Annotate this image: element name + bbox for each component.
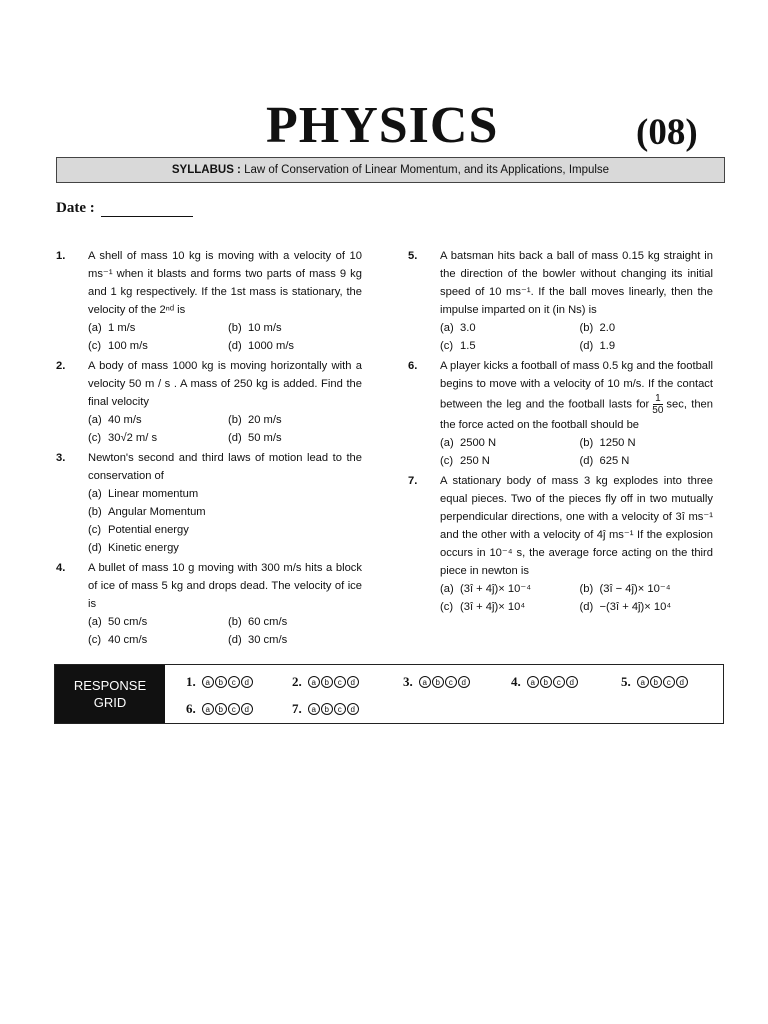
paper-number: (08) [636,112,698,153]
question-7 [408,472,713,616]
option-c: (c) (3î + 4ĵ)× 10⁴ [440,601,526,613]
option-b: (b) (3î − 4ĵ)× 10⁻⁴ [579,583,671,595]
date-line[interactable] [101,202,193,217]
option-b: (b) 2.0 [579,322,616,334]
question-number: 4. [56,562,66,574]
option-a: (a) 2500 N [440,437,497,449]
page-title: PHYSICS [266,97,499,154]
options [440,434,713,470]
question-6 [408,357,713,470]
option-a: (a) 50 cm/s [88,616,148,628]
answer-bubble-b[interactable]: b [432,676,444,688]
answer-bubble-a[interactable]: a [637,676,649,688]
right-column [408,247,713,618]
response-item-number: 4. [511,674,521,689]
answer-bubble-c[interactable]: c [553,676,565,688]
option-b: (b) 10 m/s [228,322,282,334]
question-number: 6. [408,360,418,372]
response-grid-label: RESPONSE GRID [55,665,165,723]
answer-bubble-c[interactable]: c [445,676,457,688]
question-text: A stationary body of mass 3 kg explodes into three equal pieces. Two of the pieces fly off in two mutually perpendicular directions, one with a velocity of 3î ms⁻¹ and the other with a velocity of 4ĵ ms⁻¹ If the explosion occurs in 10⁻⁴ s, the average force acting on the third piece in newton is [440,475,713,577]
response-item-5 [621,674,689,690]
answer-bubble-a[interactable]: a [202,676,214,688]
option-c: (c) 40 cm/s [88,634,148,646]
question-5 [408,247,713,355]
answer-bubble-c[interactable]: c [228,676,240,688]
answer-bubble-d[interactable]: d [458,676,470,688]
answer-bubble-a[interactable]: a [419,676,431,688]
response-item-number: 1. [186,674,196,689]
options [88,485,362,557]
question-2 [56,357,362,447]
answer-bubble-a[interactable]: a [308,703,320,715]
options [440,580,713,616]
response-item-3 [403,674,471,690]
response-item-number: 2. [292,674,302,689]
answer-bubble-a[interactable]: a [308,676,320,688]
question-text: A bullet of mass 10 g moving with 300 m/s hits a block of ice of mass 5 kg and drops dead. The velocity of ice is [88,562,362,610]
answer-bubble-d[interactable]: d [347,676,359,688]
answer-bubble-b[interactable]: b [321,676,333,688]
option-d: (d) 1000 m/s [228,340,295,352]
response-item-1 [186,674,254,690]
response-item-number: 5. [621,674,631,689]
response-item-2 [292,674,360,690]
question-text: A body of mass 1000 kg is moving horizontally with a velocity 50 m / s . A mass of 250 kg is added. Find the final velocity [88,360,362,408]
answer-bubble-c[interactable]: c [663,676,675,688]
option-c: (c) 1.5 [440,340,476,352]
syllabus-bar [56,157,725,183]
option-b: (b) 60 cm/s [228,616,288,628]
option-d: (d) 50 m/s [228,432,282,444]
question-number: 2. [56,360,66,372]
date-label: Date : [56,200,95,216]
option-a: (a) 3.0 [440,322,476,334]
option-a: (a) Linear momentum [88,488,199,500]
response-item-number: 6. [186,701,196,716]
response-item-4 [511,674,579,690]
answer-bubble-c[interactable]: c [334,676,346,688]
answer-bubble-a[interactable]: a [527,676,539,688]
response-item-6 [186,701,254,717]
options [88,411,362,447]
option-a: (a) (3î + 4ĵ)× 10⁻⁴ [440,583,532,595]
fraction: $\frac{1}{50}$ [652,393,664,416]
answer-bubble-c[interactable]: c [228,703,240,715]
answer-bubble-b[interactable]: b [650,676,662,688]
question-1 [56,247,362,355]
response-item-7 [292,701,360,717]
option-b: (b) 20 m/s [228,414,282,426]
answer-bubble-b[interactable]: b [540,676,552,688]
option-a: (a) 40 m/s [88,414,142,426]
response-grid [54,664,724,724]
left-column [56,247,362,651]
option-d: (d) Kinetic energy [88,542,179,554]
question-number: 5. [408,250,418,262]
option-d: (d) 30 cm/s [228,634,288,646]
answer-bubble-d[interactable]: d [566,676,578,688]
options [88,319,362,355]
option-c: (c) 30√2 m/ s [88,432,158,444]
option-a: (a) 1 m/s [88,322,136,334]
answer-bubble-c[interactable]: c [334,703,346,715]
question-3 [56,449,362,557]
answer-bubble-d[interactable]: d [241,703,253,715]
question-number: 7. [408,475,418,487]
question-number: 3. [56,452,66,464]
question-text: Newton's second and third laws of motion lead to the conservation of [88,452,362,482]
option-b: (b) 1250 N [579,437,636,449]
option-d: (d) −(3î + 4ĵ)× 10⁴ [579,601,672,613]
syllabus-label: SYLLABUS : [171,164,241,176]
question-text: A player kicks a football of mass 0.5 kg and the football begins to move with a velocity of 10 m/s. If the contact between the leg and the football lasts for $\frac{1}{50}$ sec, then the force acted on the football should be [440,360,714,431]
question-text: A shell of mass 10 kg is moving with a velocity of 10 ms⁻¹ when it blasts and forms two parts of mass 9 kg and 1 kg respectively. If the 1st mass is stationary, the velocity of the 2ⁿᵈ is [88,250,362,316]
options [88,613,362,649]
response-item-number: 7. [292,701,302,716]
question-number: 1. [56,250,66,262]
answer-bubble-a[interactable]: a [202,703,214,715]
option-b: (b) Angular Momentum [88,506,206,518]
option-c: (c) Potential energy [88,524,189,536]
answer-bubble-b[interactable]: b [215,676,227,688]
option-d: (d) 1.9 [579,340,616,352]
question-text: A batsman hits back a ball of mass 0.15 kg straight in the direction of the bowler without changing its initial speed of 10 ms⁻¹. If the ball moves linearly, then the impulse imparted on it (in Ns) is [440,250,713,316]
answer-bubble-d[interactable]: d [347,703,359,715]
option-c: (c) 100 m/s [88,340,148,352]
option-c: (c) 250 N [440,455,490,467]
answer-bubble-b[interactable]: b [215,703,227,715]
answer-bubble-d[interactable]: d [676,676,688,688]
syllabus-text: Law of Conservation of Linear Momentum, and its Applications, Impulse [240,164,610,176]
answer-bubble-d[interactable]: d [241,676,253,688]
options [440,319,713,355]
answer-bubble-b[interactable]: b [321,703,333,715]
question-4 [56,559,362,649]
option-d: (d) 625 N [579,455,630,467]
date-field[interactable] [56,200,193,217]
response-item-number: 3. [403,674,413,689]
